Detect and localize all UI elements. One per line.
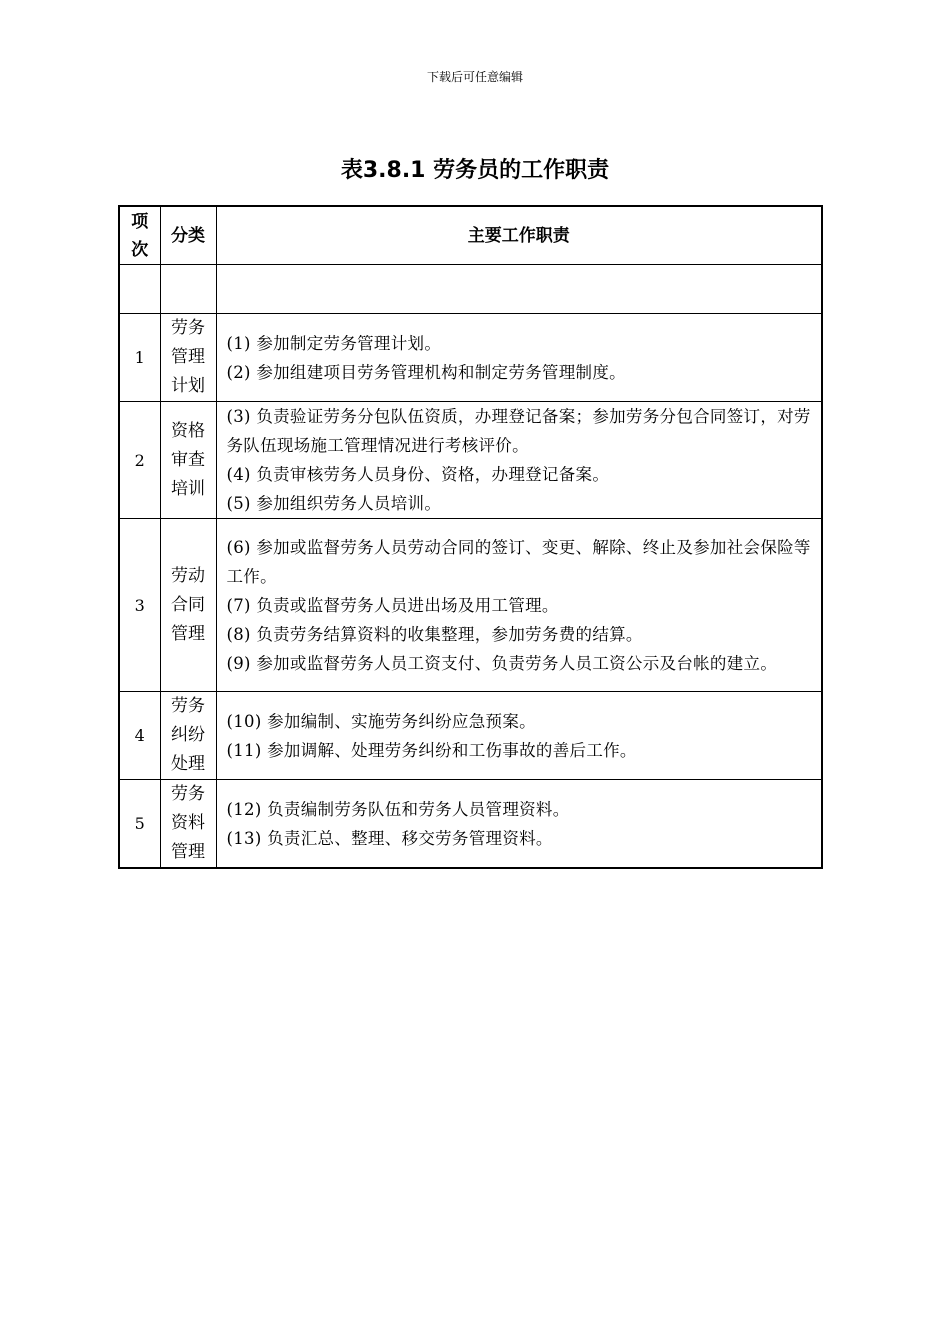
row-category-text: 劳务管理计划: [171, 318, 205, 396]
table-body: [119, 314, 822, 869]
row-category-text: 劳务资料管理: [171, 784, 205, 862]
row-number: 4: [119, 692, 160, 780]
duty-item: (13) 负责汇总、整理、移交劳务管理资料。: [226, 828, 553, 848]
duty-item: (4) 负责审核劳务人员身份、资格，办理登记备案。: [226, 465, 610, 484]
row-category: [160, 780, 216, 869]
row-duties: [216, 402, 822, 519]
duties-table: [118, 205, 823, 869]
row-duties: [216, 692, 822, 780]
table-row: [119, 692, 822, 780]
page-title: 表3.8.1 劳务员的工作职责: [340, 158, 610, 183]
row-category: [160, 692, 216, 780]
table-row: [119, 780, 822, 869]
duty-item: (6) 参加或监督劳务人员劳动合同的签订、变更、解除、终止及参加社会保险等工作。: [226, 537, 811, 586]
blank-row: [119, 265, 822, 314]
row-number: 5: [119, 780, 160, 869]
blank-cell: [119, 265, 160, 314]
duty-item: (8) 负责劳务结算资料的收集整理，参加劳务费的结算。: [226, 624, 643, 644]
row-duties: [216, 780, 822, 869]
header-no-text: 项次: [131, 211, 149, 260]
row-category-text: 劳务纠纷处理: [171, 696, 205, 774]
duty-item: (9) 参加或监督劳务人员工资支付、负责劳务人员工资公示及台帐的建立。: [226, 653, 778, 673]
table-row: [119, 314, 822, 402]
duty-item: (5) 参加组织劳务人员培训。: [226, 494, 442, 513]
row-duties: [216, 519, 822, 692]
row-duties: [216, 314, 822, 402]
table-header-row: [119, 206, 822, 265]
header-category: 分类: [160, 206, 216, 265]
row-category: [160, 519, 216, 692]
row-number: 3: [119, 519, 160, 692]
duty-item: (3) 负责验证劳务分包队伍资质，办理登记备案；参加劳务分包合同签订，对劳务队伍现场施工管理情况进行考核评价。: [226, 407, 811, 455]
row-category-text: 劳动合同管理: [171, 565, 205, 644]
header-no: [119, 206, 160, 265]
row-category: [160, 402, 216, 519]
row-number: 2: [119, 402, 160, 519]
duty-item: (2) 参加组建项目劳务管理机构和制定劳务管理制度。: [226, 362, 626, 382]
duty-item: (1) 参加制定劳务管理计划。: [226, 333, 442, 353]
table-row: [119, 519, 822, 692]
row-number: 1: [119, 314, 160, 402]
duty-item: (7) 负责或监督劳务人员进出场及用工管理。: [226, 595, 559, 615]
duty-item: (10) 参加编制、实施劳务纠纷应急预案。: [226, 711, 536, 731]
duty-item: (11) 参加调解、处理劳务纠纷和工伤事故的善后工作。: [226, 740, 637, 760]
blank-cell: [216, 265, 822, 314]
header-duties: 主要工作职责: [216, 206, 822, 265]
header-note: 下载后可任意编辑: [426, 70, 523, 84]
row-category-text: 资格审查培训: [171, 420, 205, 499]
row-category: [160, 314, 216, 402]
table-row: [119, 402, 822, 519]
blank-cell: [160, 265, 216, 314]
duty-item: (12) 负责编制劳务队伍和劳务人员管理资料。: [226, 799, 570, 819]
